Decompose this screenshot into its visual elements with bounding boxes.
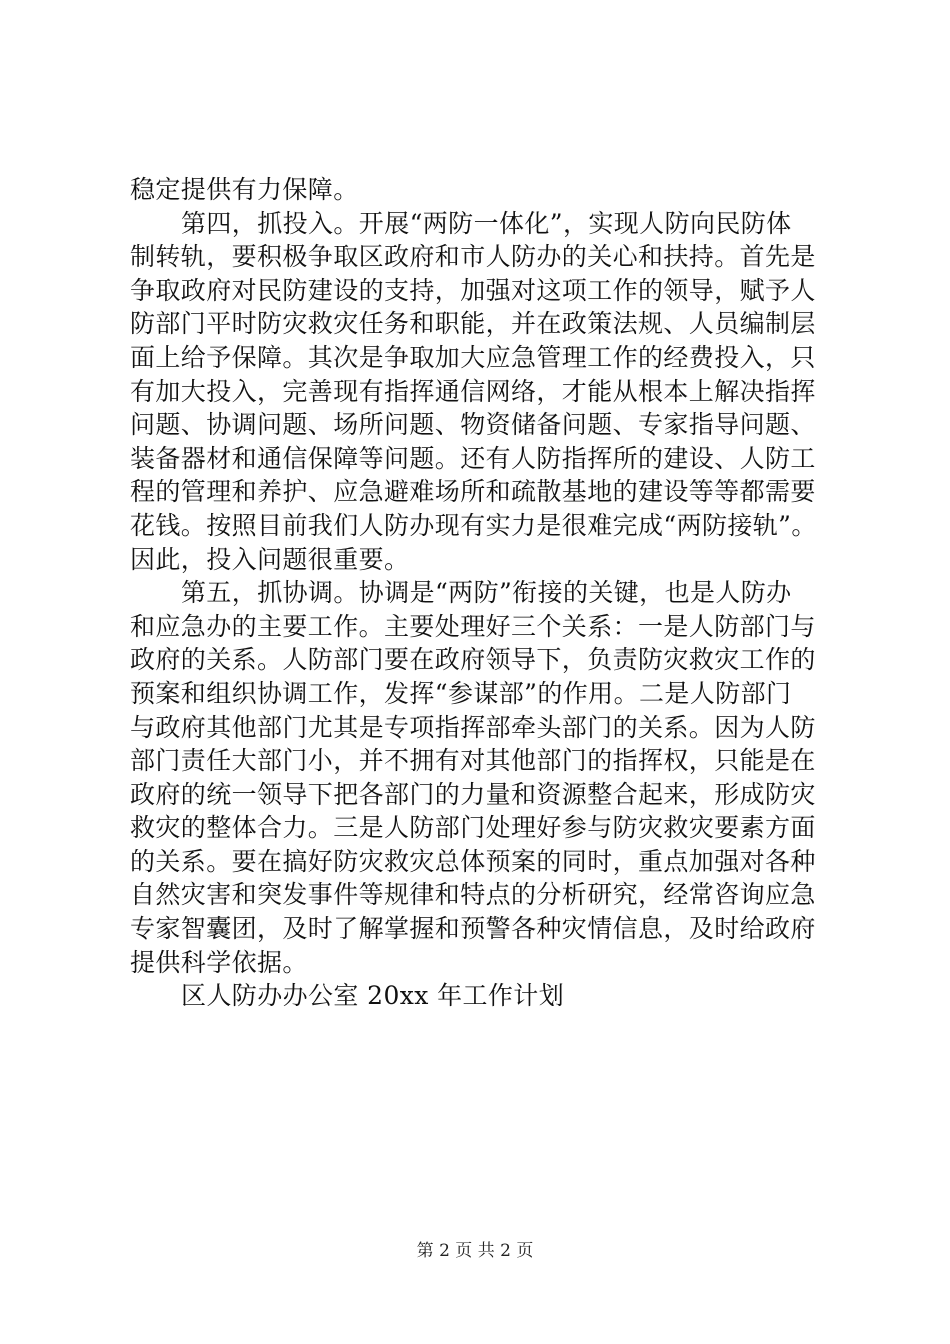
- text-line: 面上给予保障。其次是争取加大应急管理工作的经费投入，只: [130, 342, 816, 372]
- paragraph-four-start: 第四，抓投入。开展“两防一体化”，实现人防向民防体: [181, 208, 792, 238]
- text-line: 政府的关系。人防部门要在政府领导下，负责防灾救灾工作的: [130, 645, 816, 675]
- text-line: 专家智囊团，及时了解掌握和预警各种灾情信息，及时给政府: [130, 914, 816, 944]
- text-line: 提供科学依据。: [130, 947, 308, 977]
- page-footer: 第 2 页 共 2 页: [416, 1241, 534, 1261]
- document-body: [130, 173, 830, 1013]
- text-line: 争取政府对民防建设的支持，加强对这项工作的领导，赋予人: [130, 275, 816, 305]
- text-line: 装备器材和通信保障等问题。还有人防指挥所的建设、人防工: [130, 443, 816, 473]
- text-line: 预案和组织协调工作，发挥“参谋部”的作用。二是人防部门: [130, 678, 792, 708]
- text-line: 因此，投入问题很重要。: [130, 544, 410, 574]
- text-line: 救灾的整体合力。三是人防部门处理好参与防灾救灾要素方面: [130, 813, 816, 843]
- document-title-line: 区人防办办公室 20xx 年工作计划: [181, 981, 565, 1011]
- text-line: 和应急办的主要工作。主要处理好三个关系：一是人防部门与: [130, 611, 816, 641]
- text-line: 制转轨，要积极争取区政府和市人防办的关心和扶持。首先是: [130, 242, 816, 272]
- text-line: 与政府其他部门尤其是专项指挥部牵头部门的关系。因为人防: [130, 712, 816, 742]
- text-line: 政府的统一领导下把各部门的力量和资源整合起来，形成防灾: [130, 779, 816, 809]
- text-line: 稳定提供有力保障。: [130, 175, 359, 204]
- text-line: 自然灾害和突发事件等规律和特点的分析研究，经常咨询应急: [130, 880, 816, 910]
- text-line: 花钱。按照目前我们人防办现有实力是很难完成“两防接轨”。: [130, 510, 817, 540]
- text-line: 有加大投入，完善现有指挥通信网络，才能从根本上解决指挥: [130, 376, 816, 406]
- text-line: 问题、协调问题、场所问题、物资储备问题、专家指导问题、: [130, 410, 816, 440]
- paragraph-five-start: 第五，抓协调。协调是“两防”衔接的关键，也是人防办: [181, 578, 792, 608]
- text-line: 的关系。要在搞好防灾救灾总体预案的同时，重点加强对各种: [130, 846, 816, 876]
- text-line: 程的管理和养护、应急避难场所和疏散基地的建设等等都需要: [130, 477, 816, 507]
- text-line: 部门责任大部门小，并不拥有对其他部门的指挥权，只能是在: [130, 746, 816, 776]
- text-line: 防部门平时防灾救灾任务和职能，并在政策法规、人员编制层: [130, 309, 816, 339]
